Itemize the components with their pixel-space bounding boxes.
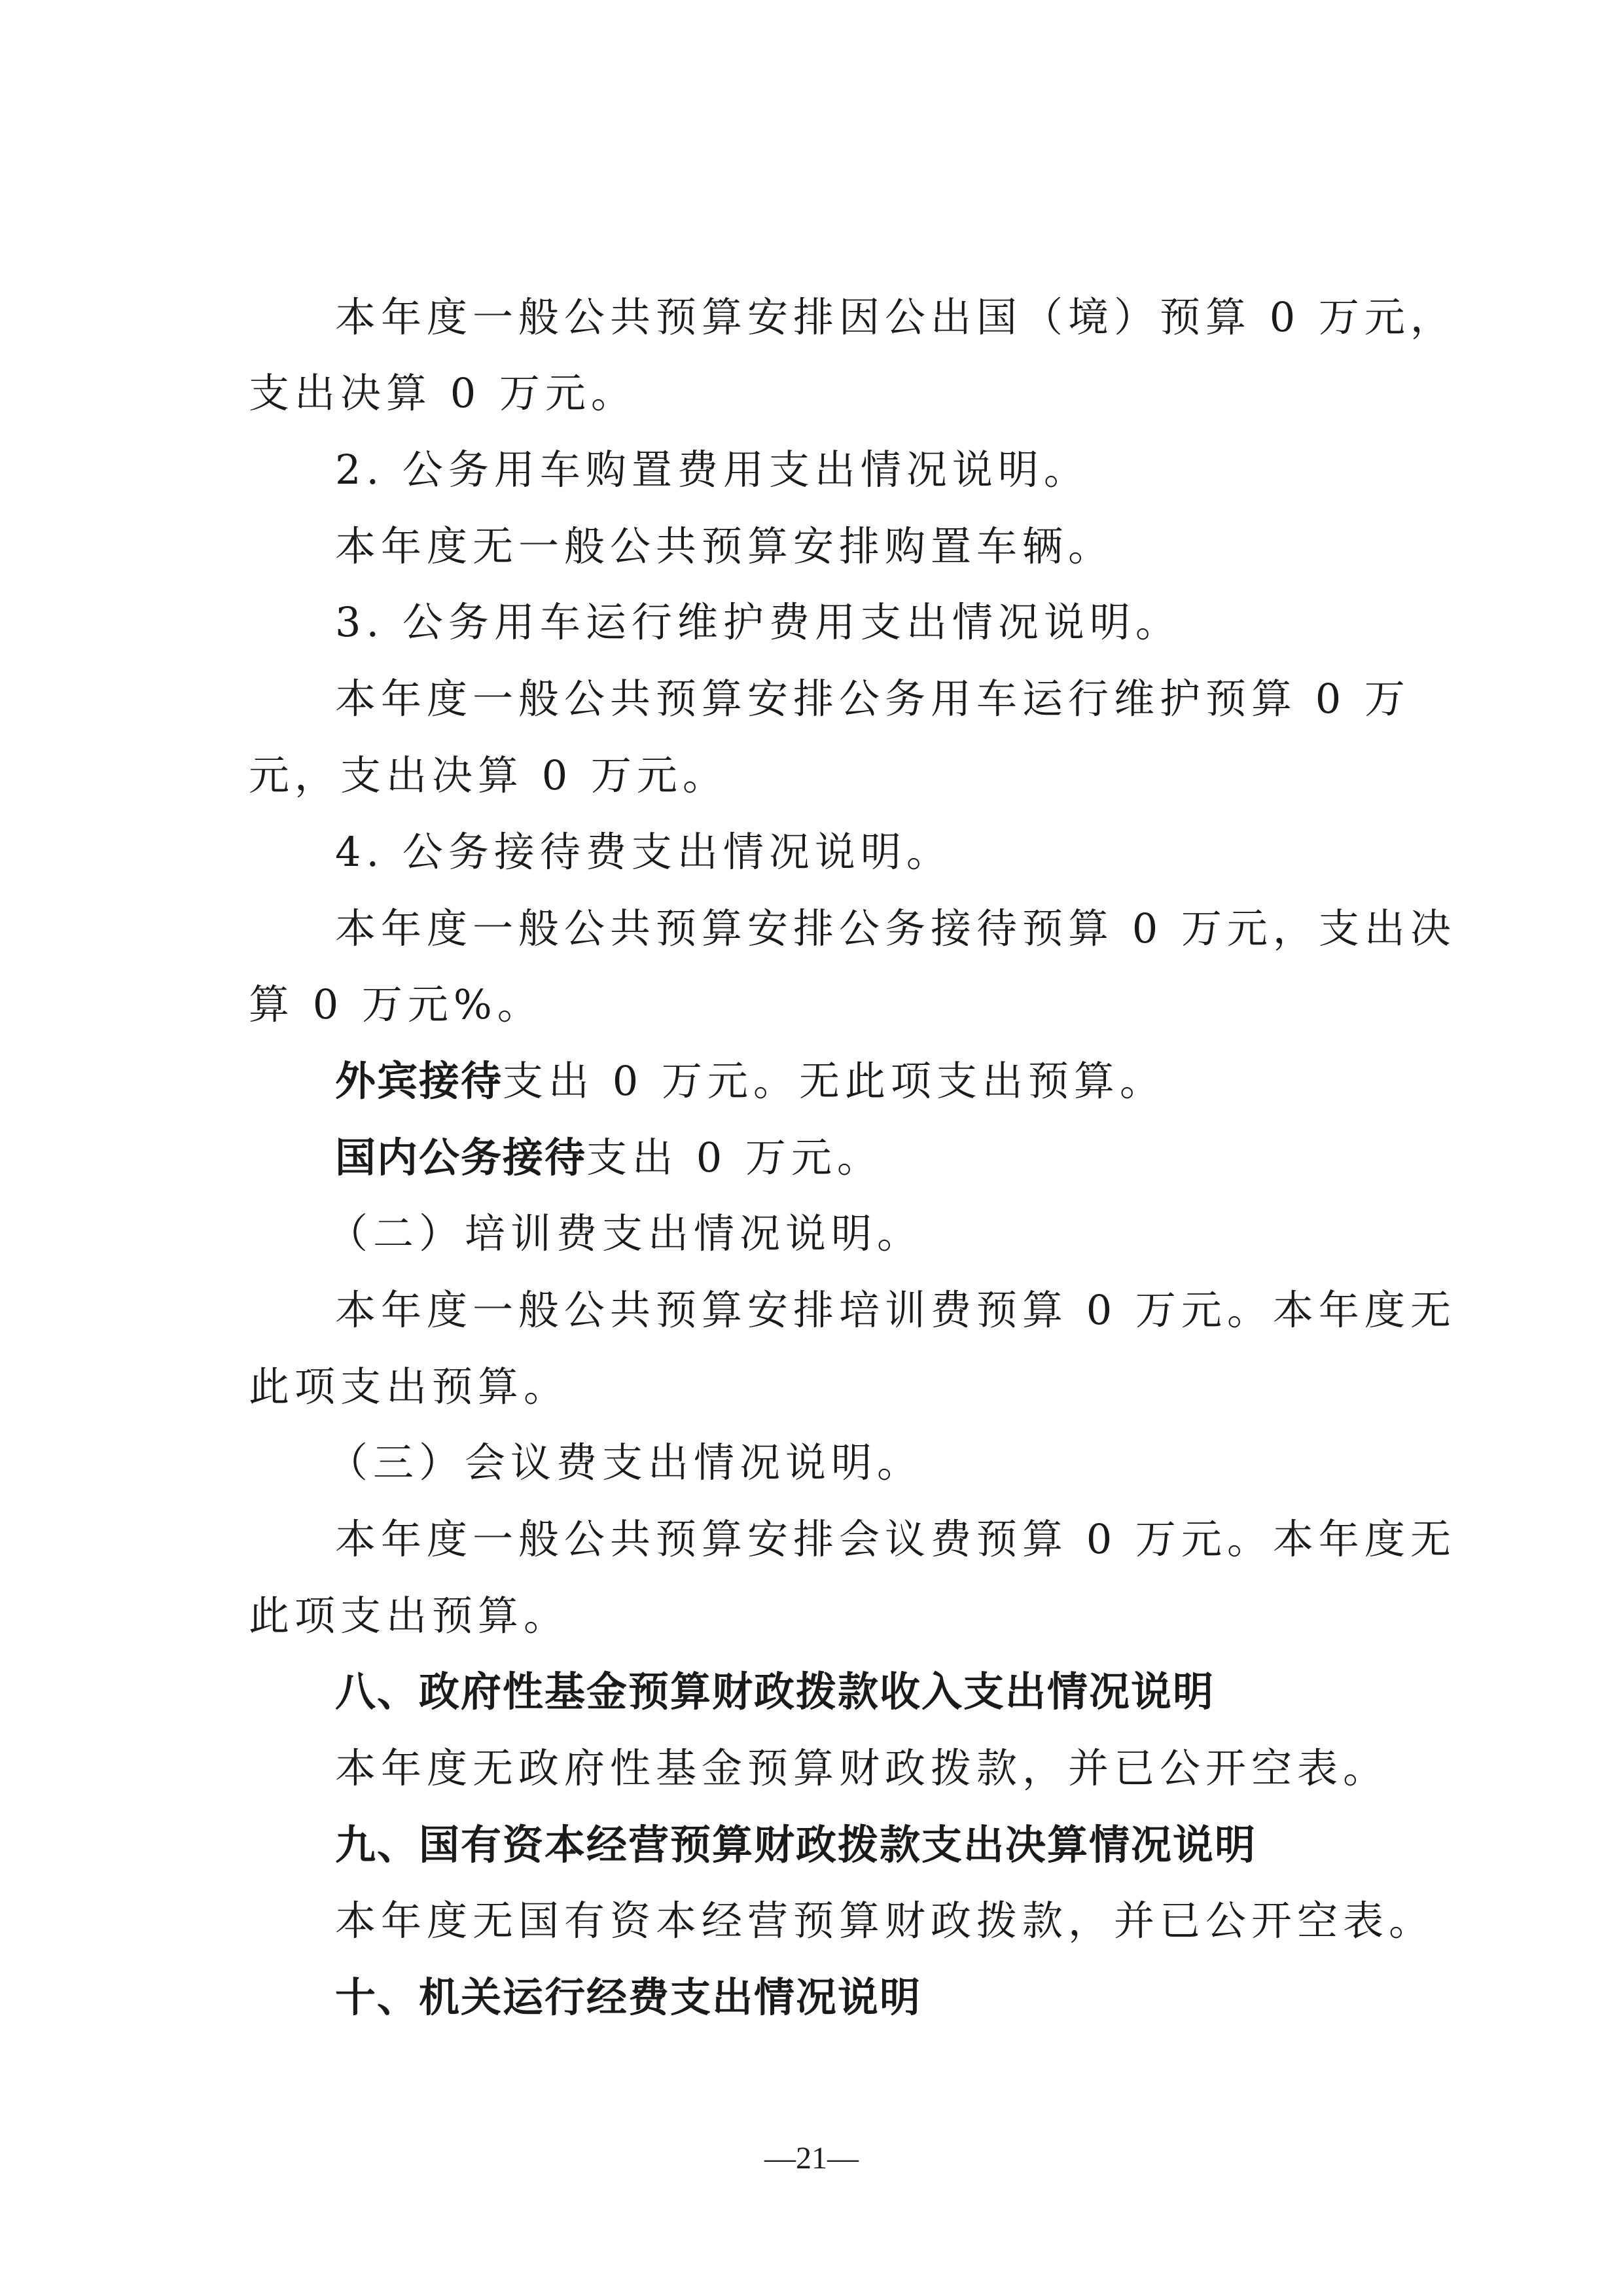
paragraph-line: 本年度一般公共预算安排因公出国（境）预算 0 万元， (335, 293, 1456, 341)
paragraph-line: 算 0 万元%。 (249, 980, 543, 1028)
paragraph-line: 此项支出预算。 (249, 1592, 570, 1640)
paragraph-line: 此项支出预算。 (249, 1363, 570, 1410)
chapter-heading: 九、国有资本经营预算财政拨款支出决算情况说明 (335, 1821, 1257, 1869)
section-heading: （三）会议费支出情况说明。 (327, 1439, 923, 1486)
paragraph-line (335, 1135, 1408, 1181)
paragraph-line: 本年度一般公共预算安排公务用车运行维护预算 0 万 (335, 675, 1410, 723)
paragraph-text: 支出 0 万元。 (586, 1134, 883, 1181)
paragraph-line: 本年度一般公共预算安排会议费预算 0 万元。本年度无 (335, 1515, 1456, 1563)
paragraph-line: 支出决算 0 万元。 (249, 369, 637, 417)
section-heading: 4. 公务接待费支出情况说明。 (335, 828, 952, 876)
paragraph-line: 本年度一般公共预算安排公务接待预算 0 万元，支出决 (335, 905, 1456, 952)
paragraph-line: 本年度无一般公共预算安排购置车辆。 (335, 522, 1115, 570)
paragraph-line: 本年度无政府性基金预算财政拨款，并已公开空表。 (335, 1744, 1389, 1792)
bold-lead: 外宾接待 (335, 1057, 503, 1105)
paragraph-line (335, 1058, 1408, 1104)
bold-lead: 国内公务接待 (335, 1134, 587, 1181)
page-number: —21— (764, 2141, 859, 2176)
chapter-heading: 八、政府性基金预算财政拨款收入支出情况说明 (335, 1668, 1215, 1715)
paragraph-line: 元，支出决算 0 万元。 (249, 751, 728, 799)
section-heading: 3. 公务用车运行维护费用支出情况说明。 (335, 598, 1181, 646)
section-heading: 2. 公务用车购置费用支出情况说明。 (335, 446, 1090, 493)
paragraph-text: 支出 0 万元。无此项支出预算。 (503, 1057, 1166, 1105)
paragraph-line: 本年度无国有资本经营预算财政拨款，并已公开空表。 (335, 1897, 1435, 1945)
chapter-heading: 十、机关运行经费支出情况说明 (335, 1973, 922, 2021)
paragraph-line: 本年度一般公共预算安排培训费预算 0 万元。本年度无 (335, 1286, 1456, 1334)
section-heading: （二）培训费支出情况说明。 (327, 1210, 923, 1257)
